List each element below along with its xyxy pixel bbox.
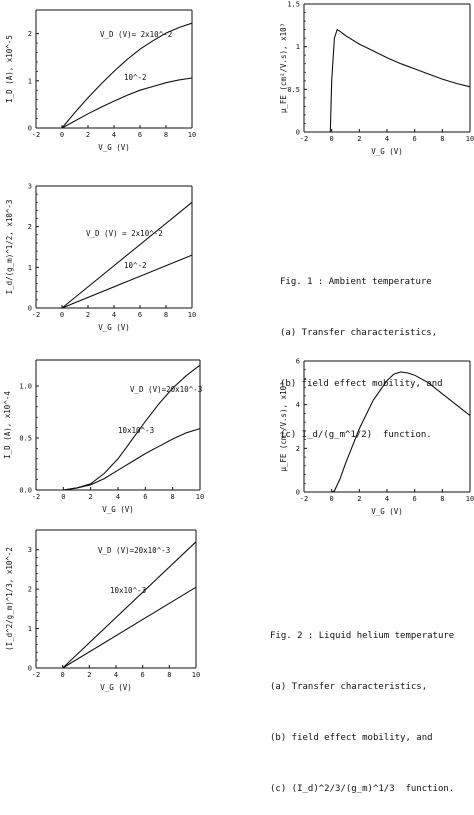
x-tick-label: 4 xyxy=(384,495,390,503)
fig1-caption-line-b: (b) field effect mobility, and xyxy=(280,379,443,389)
fig1-caption-line-c: (c) I_d/(g_m^1/2) function. xyxy=(280,430,432,440)
y-tick-label: 0.0 xyxy=(19,486,32,495)
y-tick-label: 4 xyxy=(295,401,300,410)
x-tick-label: -2 xyxy=(299,495,309,503)
x-tick-label: 4 xyxy=(111,131,117,139)
x-tick-label: 6 xyxy=(137,311,143,319)
x-tick-label: 2 xyxy=(87,671,92,679)
y-axis-label: μ_FE (cm²/V.s), x10³ xyxy=(279,381,288,472)
x-tick-label: 2 xyxy=(85,131,91,139)
y-tick-label: 1 xyxy=(27,625,32,634)
series-annotation: 10^-2 xyxy=(124,73,147,82)
x-tick-label: 2 xyxy=(357,495,362,503)
y-tick-label: 0 xyxy=(27,124,32,133)
x-tick-label: 10 xyxy=(191,671,201,679)
x-tick-label: 6 xyxy=(412,135,417,143)
x-tick-label: 4 xyxy=(115,493,121,501)
x-tick-label: 6 xyxy=(143,493,148,501)
x-tick-label: -2 xyxy=(31,311,41,319)
x-tick-label: 0 xyxy=(329,135,334,143)
series-annotation: 10x10^-3 xyxy=(118,426,155,435)
x-axis-label: V_G (V) xyxy=(371,147,403,156)
x-tick-label: 10 xyxy=(465,135,474,143)
x-tick-label: -2 xyxy=(31,671,41,679)
series-annotation: 10^-2 xyxy=(124,261,147,270)
y-tick-label: 0 xyxy=(295,488,300,497)
y-tick-label: 0.5 xyxy=(287,85,300,94)
y-axis-label: I_d/(g_m)^1/2, x10^-3 xyxy=(5,199,14,295)
x-tick-label: 8 xyxy=(440,135,445,143)
fig2-caption xyxy=(270,594,454,815)
x-tick-label: 0 xyxy=(329,495,334,503)
fig2-caption-line-a: (a) Transfer characteristics, xyxy=(270,682,428,692)
x-tick-label: 2 xyxy=(88,493,93,501)
x-tick-label: 4 xyxy=(384,135,390,143)
x-tick-label: 4 xyxy=(111,311,117,319)
x-tick-label: 0 xyxy=(60,671,65,679)
x-tick-label: 8 xyxy=(170,493,175,501)
y-axis-label: μ_FE (cm²/V.s), x10³ xyxy=(279,22,288,114)
y-axis-label: (I_d^2/g_m)^1/3, x10^-2 xyxy=(5,547,14,651)
x-axis-label: V_G (V) xyxy=(102,505,134,514)
x-axis-label: V_G (V) xyxy=(100,683,132,692)
x-axis-label: V_G (V) xyxy=(98,143,130,152)
fig2-caption-line-c: (c) (I_d)^2/3/(g_m)^1/3 function. xyxy=(270,784,455,794)
x-tick-label: 10 xyxy=(465,495,474,503)
series-annotation: 10x10^-3 xyxy=(110,586,147,595)
fig2-caption-title: Fig. 2 : Liquid helium temperature xyxy=(270,631,455,641)
y-tick-label: 1.5 xyxy=(287,0,300,9)
y-tick-label: 0 xyxy=(295,128,300,137)
fig1-caption-title: Fig. 1 : Ambient temperature xyxy=(280,277,432,287)
series-line xyxy=(63,542,196,668)
x-tick-label: 2 xyxy=(357,135,362,143)
y-tick-label: 3 xyxy=(27,546,32,555)
y-tick-label: 1.0 xyxy=(19,382,32,391)
x-tick-label: 10 xyxy=(187,131,197,139)
y-tick-label: 3 xyxy=(27,182,32,191)
y-axis-label: I_D (A), x10^-5 xyxy=(5,35,14,103)
x-tick-label: 6 xyxy=(137,131,143,139)
x-tick-label: 10 xyxy=(195,493,205,501)
x-tick-label: 0 xyxy=(59,131,65,139)
series-annotation: V_D (V)=20x10^-3 xyxy=(130,385,203,394)
y-tick-label: 2 xyxy=(27,585,32,594)
y-axis-label: I_D (A), x10^-4 xyxy=(3,391,12,459)
x-tick-label: -2 xyxy=(31,493,41,501)
x-tick-label: 0 xyxy=(59,311,65,319)
fig1-caption-line-a: (a) Transfer characteristics, xyxy=(280,328,438,338)
x-tick-label: 0 xyxy=(61,493,66,501)
y-tick-label: 0.5 xyxy=(19,434,32,443)
y-tick-label: 2 xyxy=(27,223,32,232)
x-tick-label: 8 xyxy=(163,131,169,139)
y-tick-label: 1 xyxy=(27,263,32,272)
x-tick-label: 6 xyxy=(412,495,417,503)
x-tick-label: 2 xyxy=(85,311,91,319)
fig2-caption-line-b: (b) field effect mobility, and xyxy=(270,733,433,743)
y-tick-label: 1 xyxy=(27,77,32,86)
x-tick-label: 8 xyxy=(163,311,169,319)
x-axis-label: V_G (V) xyxy=(371,507,403,516)
y-tick-label: 1 xyxy=(295,43,300,52)
y-tick-label: 2 xyxy=(27,30,32,39)
series-line xyxy=(63,587,196,668)
x-tick-label: 10 xyxy=(187,311,197,319)
series-annotation: V_D (V) = 2x10^-2 xyxy=(86,229,163,238)
fig1-caption xyxy=(280,240,443,461)
x-tick-label: 4 xyxy=(113,671,119,679)
x-tick-label: 8 xyxy=(167,671,172,679)
y-tick-label: 2 xyxy=(295,444,300,453)
x-axis-label: V_G (V) xyxy=(98,323,130,332)
x-tick-label: 6 xyxy=(140,671,145,679)
x-tick-label: -2 xyxy=(31,131,41,139)
x-tick-label: 8 xyxy=(440,495,445,503)
series-annotation: V_D (V)=20x10^-3 xyxy=(98,546,171,555)
series-annotation: V_D (V)= 2x10^-2 xyxy=(100,30,173,39)
y-tick-label: 0 xyxy=(27,304,32,313)
y-tick-label: 0 xyxy=(27,664,32,673)
y-tick-label: 6 xyxy=(295,357,300,366)
x-tick-label: -2 xyxy=(299,135,309,143)
